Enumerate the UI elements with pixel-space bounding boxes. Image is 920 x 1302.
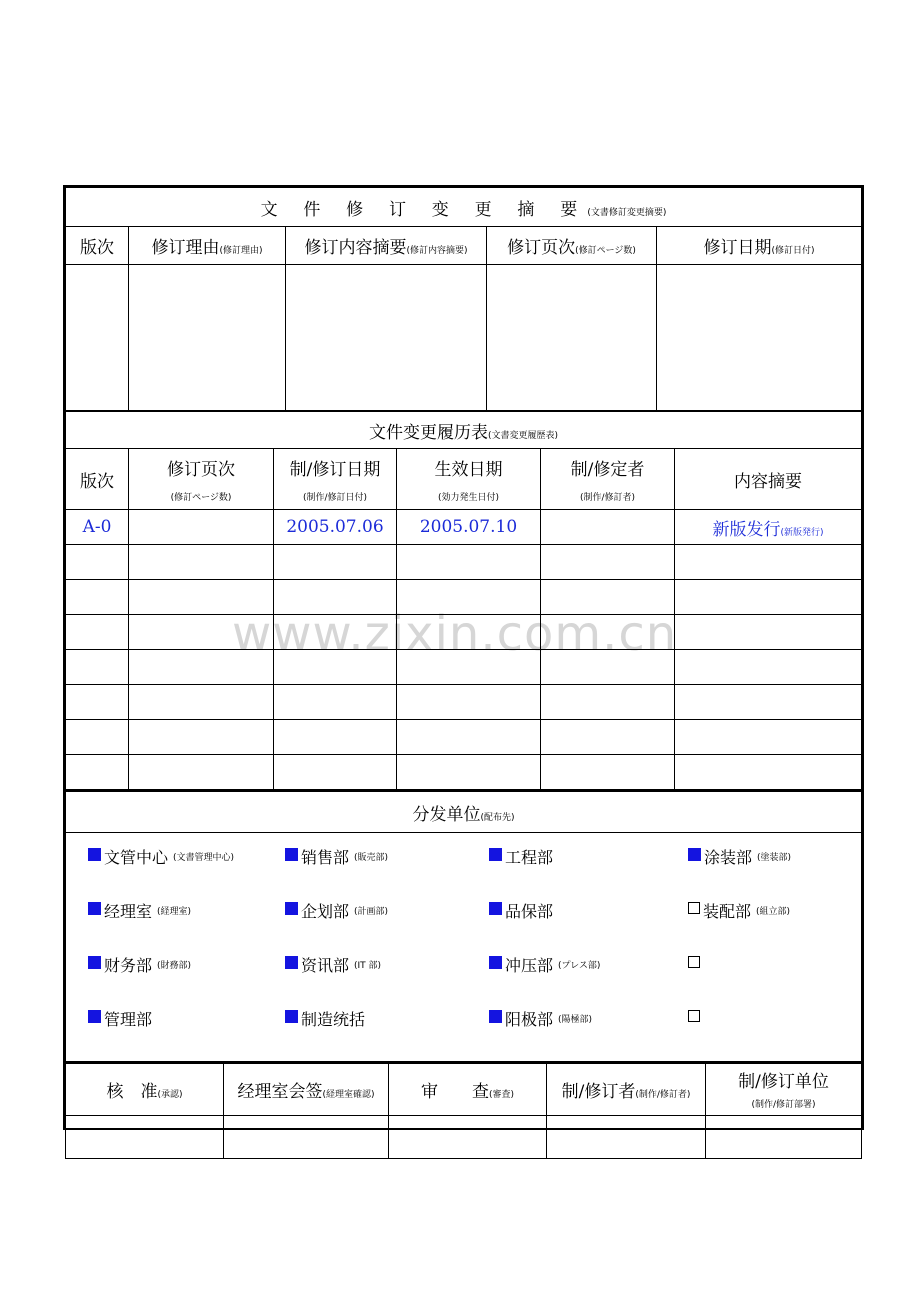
empty-cell[interactable]	[397, 755, 541, 790]
table-row	[66, 580, 862, 615]
distribution-item[interactable]	[88, 845, 285, 899]
distribution-item[interactable]	[489, 1007, 688, 1061]
approval-header-author: 制/修订者(制作/修訂者)	[547, 1063, 706, 1115]
distribution-item[interactable]	[489, 845, 688, 899]
checked-box-icon[interactable]	[688, 848, 701, 861]
empty-cell[interactable]	[274, 545, 397, 580]
empty-cell[interactable]	[541, 615, 675, 650]
empty-cell[interactable]	[66, 650, 129, 685]
history-header-pages: 修订页次 (修訂ページ数)	[129, 449, 274, 510]
revision-summary-table	[65, 187, 862, 411]
approval-header-approve: 核 准(承認)	[66, 1063, 224, 1115]
watermark: www.zixin.com.cn	[232, 606, 678, 662]
summary-cell[interactable]	[487, 265, 657, 411]
distribution-item-label: 经理室	[104, 902, 153, 921]
distribution-item-note: (プレス部)	[558, 961, 601, 971]
distribution-table	[65, 790, 862, 1062]
empty-cell[interactable]	[675, 720, 862, 755]
unchecked-box-icon[interactable]	[688, 956, 700, 968]
table-row	[66, 755, 862, 790]
empty-cell[interactable]	[541, 685, 675, 720]
checked-box-icon[interactable]	[489, 902, 502, 915]
empty-cell[interactable]	[397, 685, 541, 720]
checked-box-icon[interactable]	[88, 1010, 101, 1023]
empty-cell[interactable]	[66, 580, 129, 615]
distribution-item-label: 财务部	[104, 956, 153, 975]
checked-box-icon[interactable]	[285, 1010, 298, 1023]
distribution-item-label: 销售部	[301, 848, 350, 867]
distribution-item-note: (財務部)	[157, 961, 192, 971]
distribution-title: 分发单位(配布先)	[66, 791, 862, 833]
empty-cell[interactable]	[397, 615, 541, 650]
approval-sign-cell[interactable]	[389, 1115, 547, 1158]
distribution-item-label: 企划部	[301, 902, 350, 921]
distribution-item[interactable]	[688, 845, 858, 899]
summary-header-content: 修订内容摘要(修訂内容摘要)	[286, 227, 487, 265]
empty-cell[interactable]	[397, 580, 541, 615]
distribution-item-label: 文管中心	[104, 848, 169, 867]
checked-box-icon[interactable]	[285, 956, 298, 969]
empty-cell[interactable]	[66, 755, 129, 790]
author-cell	[541, 510, 675, 545]
empty-cell[interactable]	[129, 580, 274, 615]
distribution-item-label: 管理部	[104, 1010, 153, 1029]
distribution-item[interactable]	[285, 845, 489, 899]
summary-cell[interactable]	[66, 265, 129, 411]
table-row	[66, 685, 862, 720]
distribution-item-note: (塗装部)	[757, 853, 792, 863]
empty-cell[interactable]	[675, 545, 862, 580]
empty-cell[interactable]	[274, 580, 397, 615]
distribution-item-label: 冲压部	[505, 956, 554, 975]
history-header-author: 制/修定者 (制作/修訂者)	[541, 449, 675, 510]
version-cell: A-0	[66, 510, 129, 545]
distribution-item-label: 制造统括	[301, 1010, 366, 1029]
empty-cell[interactable]	[541, 580, 675, 615]
approval-header-countersign: 经理室会签(経理室確認)	[224, 1063, 389, 1115]
empty-cell[interactable]	[274, 650, 397, 685]
empty-cell[interactable]	[675, 755, 862, 790]
empty-cell[interactable]	[541, 755, 675, 790]
distribution-item-note: (組立部)	[756, 907, 791, 917]
empty-cell[interactable]	[129, 615, 274, 650]
content-cell: 新版发行(新版発行)	[675, 510, 862, 545]
table-row	[66, 720, 862, 755]
history-header-date: 制/修订日期 (制作/修訂日付)	[274, 449, 397, 510]
empty-cell[interactable]	[675, 685, 862, 720]
distribution-item-note: (経理室)	[157, 907, 192, 917]
distribution-item[interactable]	[285, 953, 489, 1007]
date-cell: 2005.07.06	[274, 510, 397, 545]
empty-cell[interactable]	[129, 545, 274, 580]
checked-box-icon[interactable]	[489, 1010, 502, 1023]
distribution-item[interactable]	[88, 953, 285, 1007]
checked-box-icon[interactable]	[285, 902, 298, 915]
table-row	[66, 615, 862, 650]
history-header-effective: 生效日期 (効力発生日付)	[397, 449, 541, 510]
distribution-grid	[66, 833, 861, 1061]
empty-cell[interactable]	[274, 685, 397, 720]
distribution-item-label: 装配部	[703, 902, 752, 921]
summary-header-reason: 修订理由(修訂理由)	[129, 227, 286, 265]
unchecked-box-icon[interactable]	[688, 1010, 700, 1022]
approval-sign-cell[interactable]	[706, 1115, 862, 1158]
empty-cell[interactable]	[129, 755, 274, 790]
approval-sign-cell[interactable]	[66, 1115, 224, 1158]
summary-title: 文 件 修 订 变 更 摘 要(文書修訂変更摘要)	[66, 188, 862, 227]
distribution-item[interactable]	[285, 899, 489, 953]
checked-box-icon[interactable]	[285, 848, 298, 861]
checked-box-icon[interactable]	[88, 902, 101, 915]
distribution-list	[66, 833, 862, 1062]
table-row	[66, 510, 862, 545]
empty-cell[interactable]	[397, 545, 541, 580]
distribution-item-note: (計画部)	[354, 907, 389, 917]
approval-header-unit: 制/修订单位 (制作/修訂部署)	[706, 1063, 862, 1115]
checked-box-icon[interactable]	[489, 848, 502, 861]
document-form	[63, 185, 864, 1130]
distribution-item[interactable]	[489, 953, 688, 1007]
distribution-item-note: (IT 部)	[354, 961, 382, 971]
distribution-item-label: 品保部	[505, 902, 554, 921]
empty-cell[interactable]	[274, 615, 397, 650]
history-title: 文件变更履历表(文書変更履歴表)	[66, 412, 862, 449]
empty-cell[interactable]	[129, 685, 274, 720]
distribution-item[interactable]	[688, 1007, 858, 1061]
checked-box-icon[interactable]	[88, 956, 101, 969]
empty-cell[interactable]	[397, 720, 541, 755]
empty-cell[interactable]	[541, 545, 675, 580]
distribution-item-label: 资讯部	[301, 956, 350, 975]
change-history-table	[65, 411, 862, 790]
empty-cell[interactable]	[541, 650, 675, 685]
empty-cell[interactable]	[274, 755, 397, 790]
distribution-item-note: (陽極部)	[558, 1015, 593, 1025]
summary-header-version: 版次	[66, 227, 129, 265]
summary-cell[interactable]	[286, 265, 487, 411]
checked-box-icon[interactable]	[489, 956, 502, 969]
summary-header-date: 修订日期(修訂日付)	[657, 227, 862, 265]
history-header-version: 版次	[66, 449, 129, 510]
distribution-item[interactable]	[88, 1007, 285, 1061]
empty-cell[interactable]	[541, 720, 675, 755]
approval-sign-cell[interactable]	[224, 1115, 389, 1158]
empty-cell[interactable]	[397, 650, 541, 685]
table-row	[66, 545, 862, 580]
empty-cell[interactable]	[66, 545, 129, 580]
distribution-item[interactable]	[688, 953, 858, 1007]
distribution-item-label: 涂装部	[704, 848, 753, 867]
distribution-item-label: 阳极部	[505, 1010, 554, 1029]
summary-header-pages: 修订页次(修訂ページ数)	[487, 227, 657, 265]
empty-cell[interactable]	[675, 615, 862, 650]
checked-box-icon[interactable]	[88, 848, 101, 861]
table-row	[66, 650, 862, 685]
unchecked-box-icon[interactable]	[688, 902, 700, 914]
approval-header-review: 审 查(審査)	[389, 1063, 547, 1115]
empty-cell[interactable]	[675, 580, 862, 615]
distribution-item-note: (文書管理中心)	[173, 853, 235, 863]
history-header-content: 内容摘要	[675, 449, 862, 510]
empty-cell[interactable]	[129, 720, 274, 755]
summary-cell[interactable]	[129, 265, 286, 411]
empty-cell[interactable]	[66, 720, 129, 755]
empty-cell[interactable]	[66, 615, 129, 650]
distribution-item[interactable]	[285, 1007, 489, 1061]
distribution-item[interactable]	[489, 899, 688, 953]
empty-cell[interactable]	[675, 650, 862, 685]
effective-cell: 2005.07.10	[397, 510, 541, 545]
approval-table	[65, 1062, 862, 1159]
distribution-item[interactable]	[88, 899, 285, 953]
empty-cell[interactable]	[129, 650, 274, 685]
distribution-item-label: 工程部	[505, 848, 554, 867]
summary-cell[interactable]	[657, 265, 862, 411]
approval-sign-cell[interactable]	[547, 1115, 706, 1158]
pages-cell	[129, 510, 274, 545]
empty-cell[interactable]	[274, 720, 397, 755]
distribution-item-note: (販売部)	[354, 853, 389, 863]
distribution-item[interactable]	[688, 899, 858, 953]
empty-cell[interactable]	[66, 685, 129, 720]
